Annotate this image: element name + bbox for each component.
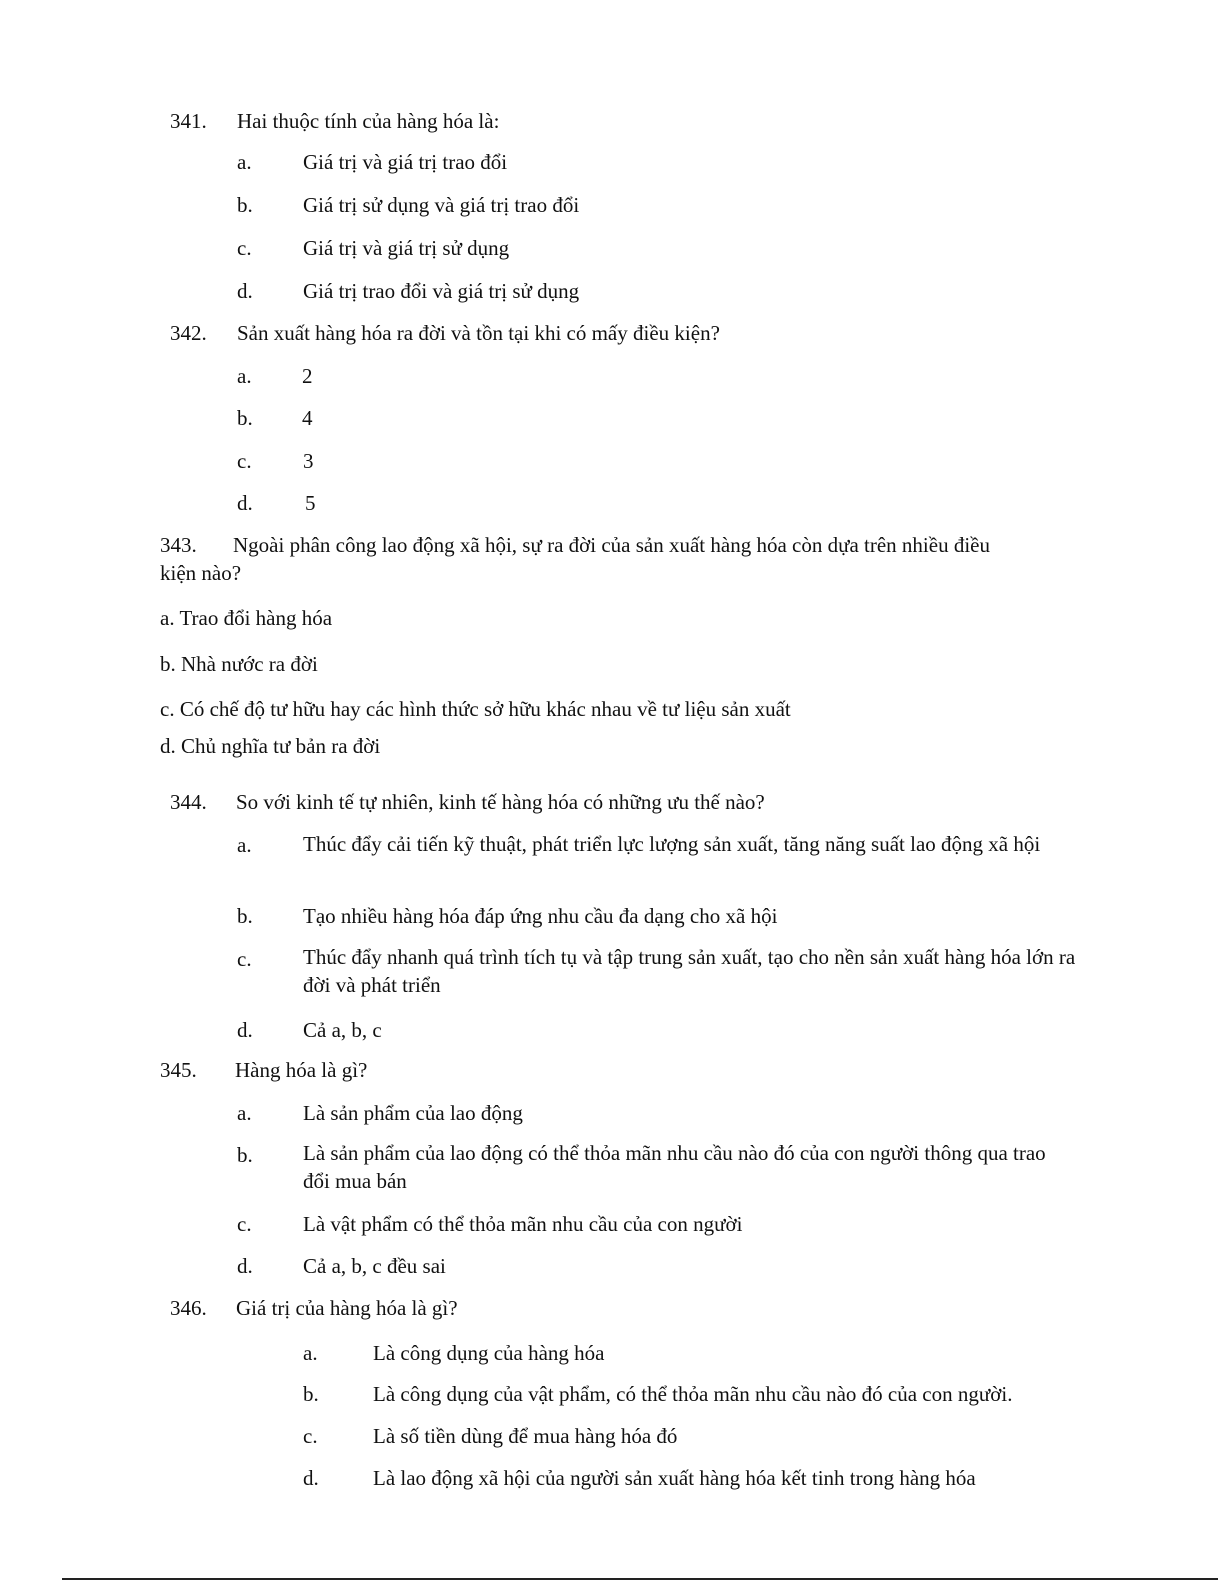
option-text: 3 xyxy=(303,449,314,473)
option-letter: b. xyxy=(237,1143,253,1167)
option-text: Là sản phẩm của lao động xyxy=(303,1101,523,1125)
option-text: Giá trị và giá trị trao đổi xyxy=(303,150,508,174)
option-letter: c. xyxy=(237,947,252,971)
option-letter: a. xyxy=(303,1341,318,1365)
question-text: Hai thuộc tính của hàng hóa là: xyxy=(237,109,500,133)
option-text: 2 xyxy=(302,364,313,388)
option-text: Là công dụng của hàng hóa xyxy=(373,1341,605,1365)
option-text: Là số tiền dùng để mua hàng hóa đó xyxy=(373,1424,678,1448)
question-number: 343. xyxy=(160,533,197,557)
option-text: Cả a, b, c đều sai xyxy=(303,1254,446,1278)
option-letter: d. xyxy=(237,1254,253,1278)
question-number: 342. xyxy=(170,321,207,345)
option-text: a. Trao đổi hàng hóa xyxy=(160,606,333,630)
option-letter: d. xyxy=(237,1018,253,1042)
question-number: 341. xyxy=(170,109,207,133)
option-letter: b. xyxy=(237,193,253,217)
option-letter: d. xyxy=(237,491,253,515)
page-bottom-rule xyxy=(62,1578,1218,1580)
option-letter: c. xyxy=(237,449,252,473)
option-letter: a. xyxy=(237,150,252,174)
option-letter: c. xyxy=(237,1212,252,1236)
option-text: Là lao động xã hội của người sản xuất hàng hóa kết tinh trong hàng hóa xyxy=(373,1466,976,1490)
option-text: Tạo nhiều hàng hóa đáp ứng nhu cầu đa dạng cho xã hội xyxy=(303,904,778,928)
option-letter: d. xyxy=(303,1466,319,1490)
question-text: So với kinh tế tự nhiên, kinh tế hàng hóa có những ưu thế nào? xyxy=(236,790,765,814)
option-letter: d. xyxy=(237,279,253,303)
question-text: Hàng hóa là gì? xyxy=(235,1058,368,1082)
option-letter: a. xyxy=(237,1101,252,1125)
question-text-line-1: Ngoài phân công lao động xã hội, sự ra đời của sản xuất hàng hóa còn dựa trên nhiều điều xyxy=(233,533,990,557)
question-number: 346. xyxy=(170,1296,207,1320)
option-text: 5 xyxy=(305,491,316,515)
option-letter: b. xyxy=(303,1382,319,1406)
question-number: 344. xyxy=(170,790,207,814)
option-text: b. Nhà nước ra đời xyxy=(160,652,318,676)
question-text: Giá trị của hàng hóa là gì? xyxy=(236,1296,458,1320)
option-letter: b. xyxy=(237,904,253,928)
question-number: 345. xyxy=(160,1058,197,1082)
option-text: Giá trị và giá trị sử dụng xyxy=(303,236,510,260)
option-text: c. Có chế độ tư hữu hay các hình thức sở hữu khác nhau về tư liệu sản xuất xyxy=(160,697,791,721)
option-text: Thúc đẩy cải tiến kỹ thuật, phát triển lực lượng sản xuất, tăng năng suất lao động xã hội xyxy=(303,832,1041,856)
option-text: Là công dụng của vật phẩm, có thể thỏa mãn nhu cầu nào đó của con người. xyxy=(373,1382,1013,1406)
option-letter: c. xyxy=(237,236,252,260)
option-letter: b. xyxy=(237,406,253,430)
option-letter: c. xyxy=(303,1424,318,1448)
option-text: 4 xyxy=(302,406,313,430)
option-text: Là sản phẩm của lao động có thể thỏa mãn nhu cầu nào đó của con người thông qua trao đổi mua bán xyxy=(303,1141,1046,1193)
option-text: Là vật phẩm có thể thỏa mãn nhu cầu của con người xyxy=(303,1212,743,1236)
option-letter: a. xyxy=(237,833,252,857)
option-text: d. Chủ nghĩa tư bản ra đời xyxy=(160,734,381,758)
option-letter: a. xyxy=(237,364,252,388)
option-text: Thúc đẩy nhanh quá trình tích tụ và tập trung sản xuất, tạo cho nền sản xuất hàng hóa lớn ra đời và phát triển xyxy=(303,945,1076,997)
option-text: Cả a, b, c xyxy=(303,1018,382,1042)
option-text: Giá trị trao đổi và giá trị sử dụng xyxy=(303,279,580,303)
question-text-line-2: kiện nào? xyxy=(160,561,242,585)
question-text: Sản xuất hàng hóa ra đời và tồn tại khi có mấy điều kiện? xyxy=(237,321,720,345)
option-text: Giá trị sử dụng và giá trị trao đổi xyxy=(303,193,580,217)
